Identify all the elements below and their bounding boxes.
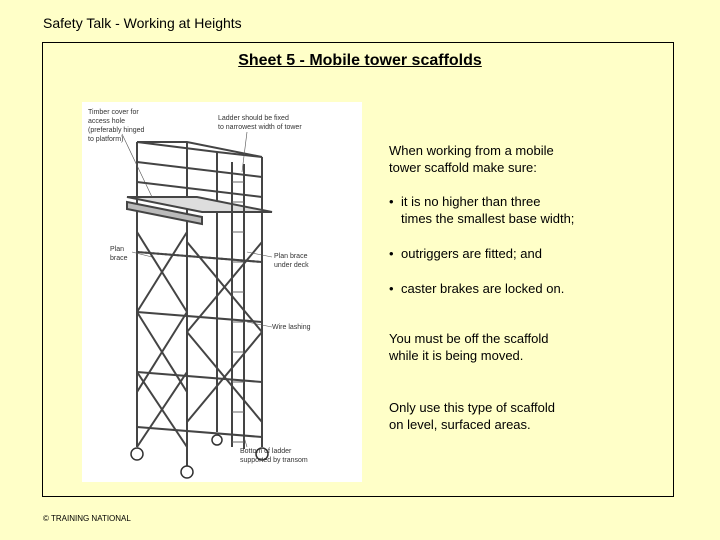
moved-text [389,330,549,364]
label-plan-brace-under-deck: Plan brace under deck [274,253,309,269]
bullet-height [389,193,574,227]
bullet-height-line-2: times the smallest base width; [401,211,575,226]
label-wire-lashing: Wire lashing [272,324,311,331]
copyright-footer: © TRAINING NATIONAL [43,514,131,523]
moved-line-2: while it is being moved. [389,348,524,363]
bullet-outriggers-text: outriggers are fitted; and [401,246,542,261]
moved-line-1: You must be off the scaffold [389,331,549,346]
bullet-height-line-1: it is no higher than three [401,194,541,209]
level-line-2: on level, surfaced areas. [389,417,531,432]
intro-text [389,142,554,176]
bullet-glyph: • [389,281,394,296]
bullet-brakes-text: caster brakes are locked on. [401,281,565,296]
scaffold-tower-drawing [82,102,362,482]
level-line-1: Only use this type of scaffold [389,400,555,415]
scaffold-illustration [82,102,362,482]
intro-line-1: When working from a mobile [389,143,554,158]
label-timber-cover: Timber cover for access hole (preferably hinged to platform) [88,109,145,143]
label-ladder-bottom: Bottom of ladder supported by transom [240,448,308,464]
bullet-glyph: • [389,194,394,209]
header-title: Safety Talk - Working at Heights [43,15,242,31]
bullet-glyph: • [389,246,394,261]
intro-line-2: tower scaffold make sure: [389,160,537,175]
level-text [389,399,555,433]
label-ladder-fixed: Ladder should be fixed to narrowest width of tower [218,115,302,131]
sheet-title: Sheet 5 - Mobile tower scaffolds [238,52,482,69]
bullet-outriggers [389,245,542,262]
bullet-brakes [389,280,564,297]
label-plan-brace: Plan brace [110,246,128,262]
